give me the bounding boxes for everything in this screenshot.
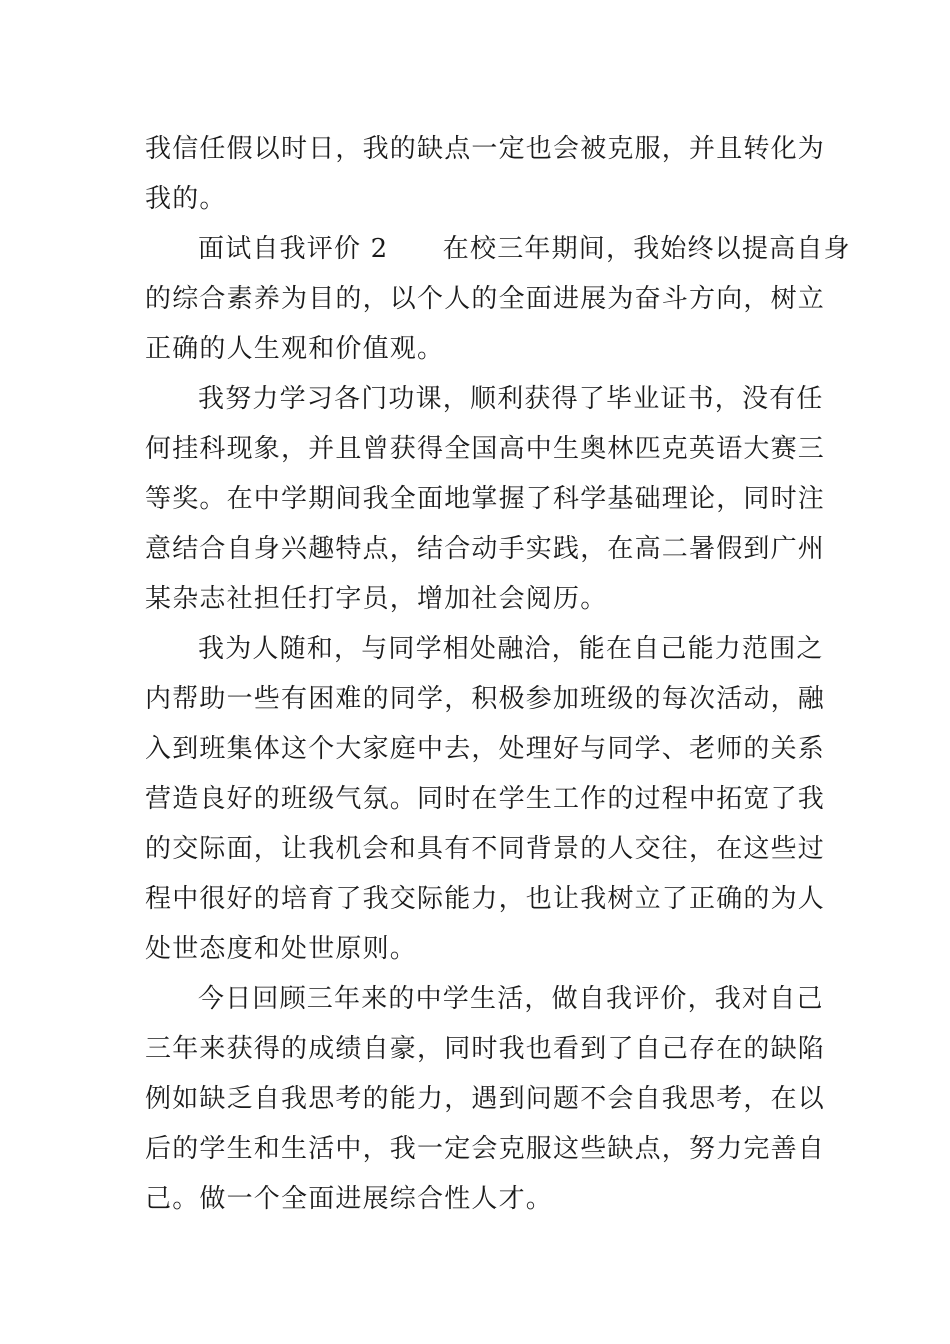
document-body <box>145 124 851 1224</box>
paragraph-first-line: 今日回顾三年来的中学生活，做自我评价，我对自己 <box>198 984 824 1014</box>
text-line: 营造良好的班级气氛。同时在学生工作的过程中拓宽了我 <box>145 784 826 814</box>
text-line: 己。做一个全面进展综合性人才。 <box>145 1184 554 1214</box>
paragraph-first-line: 面试自我评价 2 在校三年期间，我始终以提高自身 <box>198 234 851 264</box>
text-line: 程中很好的培育了我交际能力，也让我树立了正确的为人 <box>145 884 826 914</box>
text-line: 后的学生和生活中，我一定会克服这些缺点，努力完善自 <box>145 1134 826 1164</box>
paragraph-first-line: 我努力学习各门功课，顺利获得了毕业证书，没有任 <box>198 384 824 414</box>
text-line: 我的。 <box>145 184 227 214</box>
text-line: 某杂志社担任打字员，增加社会阅历。 <box>145 584 608 614</box>
text-line: 何挂科现象，并且曾获得全国高中生奥林匹克英语大赛三 <box>145 434 826 464</box>
text-line: 处世态度和处世原则。 <box>145 934 418 964</box>
text-line: 入到班集体这个大家庭中去，处理好与同学、老师的关系 <box>145 734 826 764</box>
text-line: 例如缺乏自我思考的能力，遇到问题不会自我思考，在以 <box>145 1084 826 1114</box>
text-line: 我信任假以时日，我的缺点一定也会被克服，并且转化为 <box>145 134 826 164</box>
text-line: 的综合素养为目的，以个人的全面进展为奋斗方向，树立 <box>145 284 826 314</box>
text-line: 正确的人生观和价值观。 <box>145 334 445 364</box>
text-line: 意结合自身兴趣特点，结合动手实践，在高二暑假到广州 <box>145 534 826 564</box>
text-line: 的交际面，让我机会和具有不同背景的人交往，在这些过 <box>145 834 826 864</box>
text-line: 内帮助一些有困难的同学，积极参加班级的每次活动，融 <box>145 684 826 714</box>
text-line: 等奖。在中学期间我全面地掌握了科学基础理论，同时注 <box>145 484 826 514</box>
paragraph-first-line: 我为人随和，与同学相处融洽，能在自己能力范围之 <box>198 634 824 664</box>
text-line: 三年来获得的成绩自豪，同时我也看到了自己存在的缺陷 <box>145 1034 826 1064</box>
